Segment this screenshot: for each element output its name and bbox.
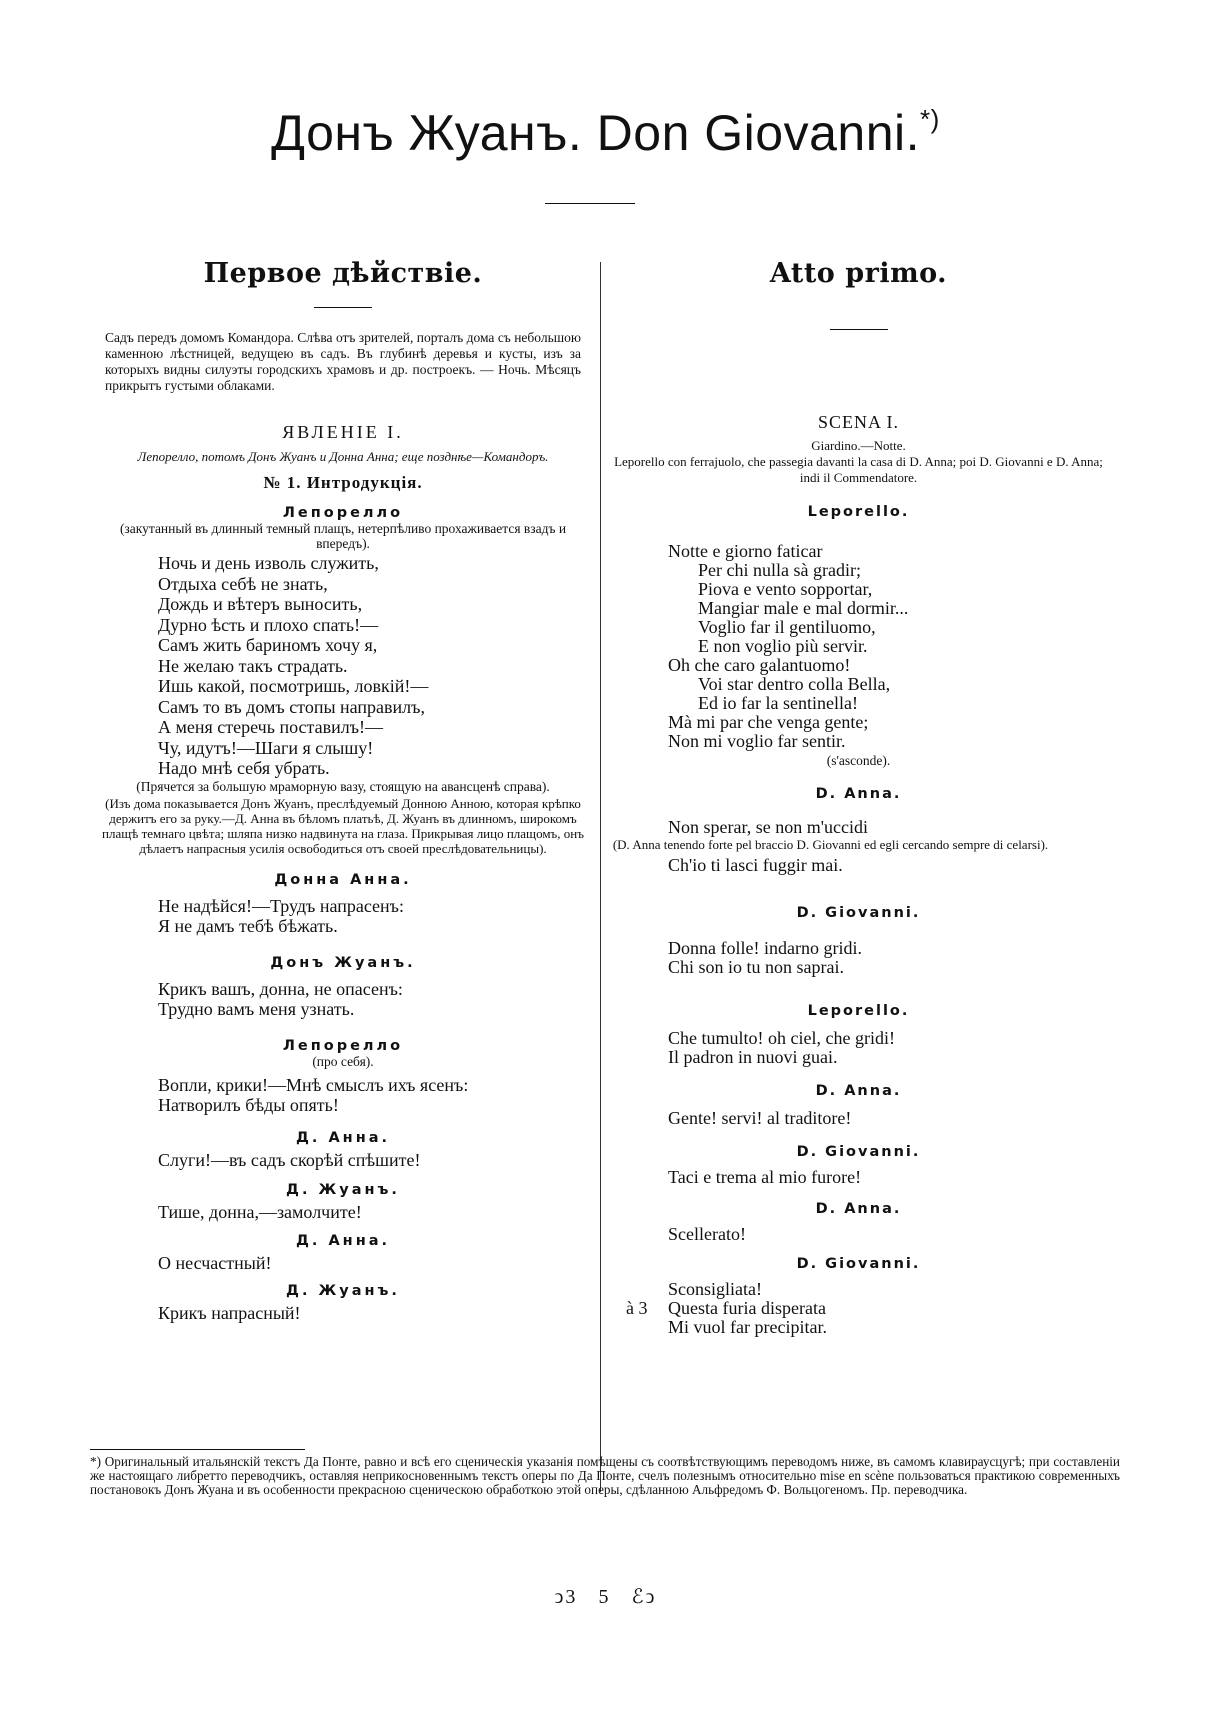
footnote: *) Оригинальный итальянскій текстъ Да Понте, равно и всѣ его сценическія указанія помѣщены съ соотвѣтствующимъ переводомъ ниже, въ самомъ клавираусцугѣ; при составленіи же настоящаго либретто переводчикъ, оставляя неприкосновеннымъ текстъ оперы по Да Понте, счелъ полезнымъ относительно mise en scène пользоваться практикою современныхъ постановокъ Донъ Жуана и въ особенности прекрасною сценическою обработкою этой оперы, сдѣланною Альфредомъ Ф. Вольцогеномъ. Пр. переводчика. [90,1454,1120,1498]
stage-direction: (D. Anna tenendo forte pel braccio D. Giovanni ed egli cercando sempre di celarsi). [612,837,1049,852]
verse-line: Taci e trema al mio furore! [668,1167,862,1187]
verse-line: Ночь и день изволь служить, [158,553,379,573]
stage-direction: (про себя). [312,1053,374,1069]
verse-line: Трудно вамъ меня узнать. [158,999,355,1019]
character-name: Д. Жуанъ. [286,1283,400,1299]
page-number: 5 [598,1586,611,1608]
verse-line: Самъ жить бариномъ хочу я, [158,635,378,655]
act-rule [830,329,888,330]
cast-list: Лепорелло, потомъ Донъ Жуанъ и Донна Анна; еще позднѣе—Командоръ. [137,449,549,464]
verse-line: Натворилъ бѣды опять! [158,1095,339,1115]
stage-direction: (закутанный въ длинный темный плащъ, нетерпѣливо прохаживается взадъ и впередъ). [119,521,567,551]
title-footnote-mark: *) [920,104,940,134]
verse-line: Не желаю такъ страдать. [158,655,348,676]
scene-heading: SCENA I. [817,412,899,432]
character-name: Лепорелло [282,1037,404,1054]
character-name: D. Anna. [815,786,902,802]
verse-line: Ed io far la sentinella! [698,693,858,713]
character-name: D. Anna. [815,1083,902,1099]
verse-block [93,979,593,1020]
verse-line: Mangiar male e mal dormir... [698,598,909,618]
verse-line: Oh che caro galantuomo! [668,655,851,675]
setting-description: Садъ передъ домомъ Командора. Слѣва отъ зрителей, порталъ дома съ небольшою каменною лѣстницей, ведущею въ садъ. Въ глубинѣ деревья и кусты, изъ за которыхъ видны силуэты городскихъ храмовъ и др. построекъ. — Ночь. Мѣсяцъ прикрытъ густыми облаками. [105,330,581,393]
verse-line: Piova e vento sopportar, [698,579,873,599]
verse-line: Chi son io tu non saprai. [668,957,844,977]
ensemble-line [626,1298,1111,1318]
cast-list: Leporello con ferrajuolo, che passegia davanti la casa di D. Anna; poi D. Giovanni e D. Anna; indi il Commendatore. [614,454,1103,485]
act-heading-italian: Atto primo. [769,258,948,289]
verse-block [606,939,1111,977]
character-name: Д. Анна. [295,1129,391,1146]
scene-heading: ЯВЛЕНІЕ I. [282,422,404,442]
verse-line: E non voglio più servir. [698,636,868,656]
verse-line: Тише, донна,—замолчите! [158,1202,362,1222]
verse-line: Notte e giorno faticar [668,541,823,561]
page-number-block [0,1584,1211,1609]
stage-direction: (Изъ дома показывается Донъ Жуанъ, преслѣдуемый Донною Анною, которая крѣпко держитъ его за руку.—Д. Анна въ бѣломъ платьѣ, Д. Жуанъ въ длинномъ, широкомъ плащѣ темнаго цвѣта; шляпа низко надвинута на глаза. Прикрывая лицо плащомъ, онъ дѣлаетъ напрасныя усилія освободиться отъ своей преслѣдовательницы). [102,795,584,856]
verse-line: Mà mi par che venga gente; [668,712,869,732]
character-name: Лепорелло [282,505,404,521]
ornament-right-icon: ℰↄ [631,1586,657,1608]
verse-line: Il padron in nuovi guai. [668,1047,838,1067]
character-name: D. Giovanni. [796,905,921,921]
character-name: Leporello. [807,504,910,520]
verse-block [93,1075,593,1116]
footnote-rule [90,1449,305,1450]
russian-column [93,258,593,1324]
verse-line: Вопли, крики!—Мнѣ смыслъ ихъ ясенъ: [158,1074,469,1095]
page-title [0,104,1211,162]
verse-line: Дурно ѣсть и плохо спать!— [158,614,379,635]
verse-line: Donna folle! indarno gridi. [668,938,862,958]
italian-column [606,258,1111,1337]
verse-line: Gente! servi! al traditore! [668,1108,852,1128]
verse-line: Чу, идутъ!—Шаги я слышу! [158,737,374,758]
verse-line: Non sperar, se non m'uccidi [668,817,868,837]
number-heading: № 1. Интродукція. [263,473,423,492]
verse-line: Не надѣйся!—Трудъ напрасенъ: [158,895,404,916]
verse-line: Отдыха себѣ не знать, [158,573,328,594]
verse-line: Che tumulto! oh ciel, che gridi! [668,1028,895,1048]
act-rule [314,307,372,308]
verse-block [93,896,593,937]
verse-line: Voglio far il gentiluomo, [698,617,876,637]
column-divider [600,262,601,1492]
verse-line: Scellerato! [668,1224,746,1244]
act-heading-russian: Первое дѣйствіе. [203,258,483,289]
verse-line: Крикъ вашъ, донна, не опасенъ: [158,978,403,999]
character-name: Д. Жуанъ. [286,1182,400,1198]
verse-block [606,1029,1111,1067]
verse-line: Voi star dentro colla Bella, [698,674,891,694]
verse-block [606,542,1111,751]
verse-line: Самъ то въ домъ стопы направилъ, [158,696,425,717]
character-name: Leporello. [807,1003,910,1019]
ornament-left-icon: ↄ3 [554,1586,578,1608]
verse-line: Слуги!—въ садъ скорѣй спѣшите! [158,1149,421,1170]
verse-line: Крикъ напрасный! [158,1303,301,1323]
verse-block [93,553,593,779]
verse-line: Non mi voglio far sentir. [668,731,846,751]
character-name: D. Giovanni. [796,1144,921,1160]
verse-line: А меня стеречь поставилъ!— [158,717,383,737]
verse-line: Mi vuol far precipitar. [668,1317,827,1337]
verse-line: О несчастный! [158,1252,272,1273]
verse-line: Sconsigliata! [668,1279,762,1299]
verse-block [606,1280,1111,1337]
character-name: D. Giovanni. [796,1256,921,1272]
verse-line: Ch'io ti lasci fuggir mai. [668,855,843,875]
verse-line: Per chi nulla sà gradir; [698,560,861,580]
character-name: Д. Анна. [295,1232,391,1249]
stage-direction: (s'asconde). [826,753,891,768]
verse-line: Questa furia disperata [668,1298,826,1318]
character-name: Донъ Жуанъ. [270,954,416,971]
scene-place: Giardino.—Notte. [811,438,906,453]
title-italian: Don Giovanni. [596,105,921,161]
title-rule [545,203,635,204]
character-name: Донна Анна. [274,871,412,888]
verse-line: Надо мнѣ себя убрать. [158,758,330,778]
character-name: D. Anna. [815,1201,902,1217]
verse-line: Дождь и вѣтеръ выносить, [158,594,363,614]
verse-line: Ишь какой, посмотришь, ловкій!— [158,676,429,696]
title-russian: Донъ Жуанъ. [271,105,583,161]
stage-direction: (Прячется за большую мраморную вазу, стоящую на авансценѣ справа). [136,778,550,794]
a3-mark: à 3 [626,1298,648,1318]
verse-line: Я не дамъ тебѣ бѣжать. [158,916,338,936]
